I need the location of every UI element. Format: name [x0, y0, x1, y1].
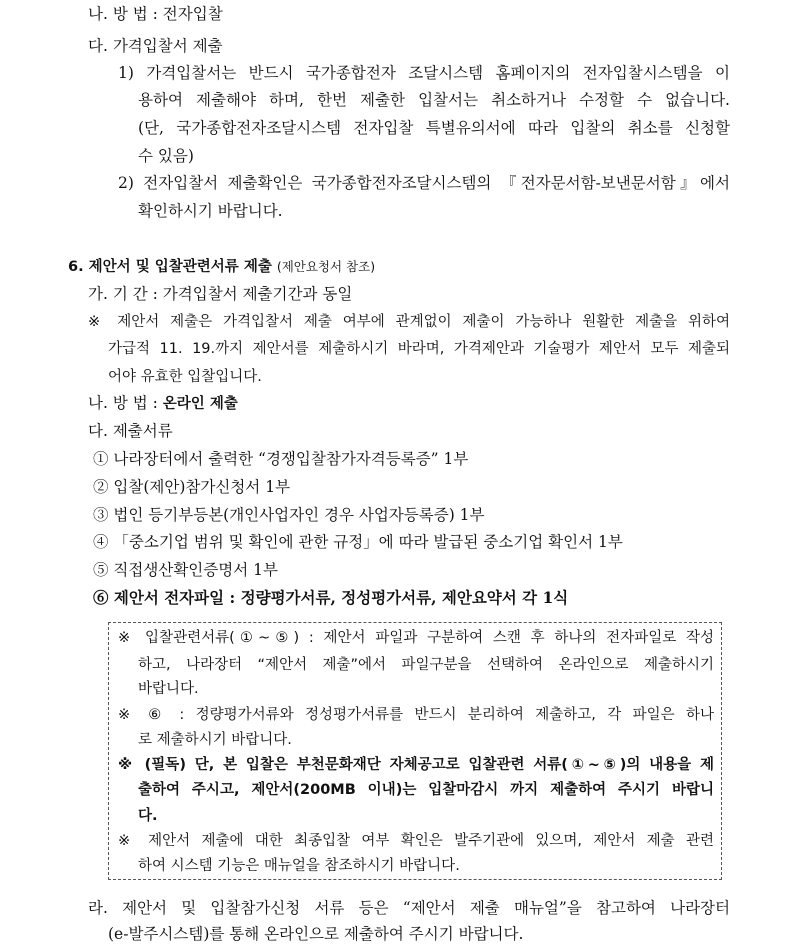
method-line: 나. 방 법 : 전자입찰 [88, 5, 223, 23]
document-item-6: ⑥ 제안서 전자파일 : 정량평가서류, 정성평가서류, 제안요약서 각 1식 [93, 588, 569, 607]
box-note-2-line-1: ※ ⑥ : 정량평가서류와 정성평가서류를 반드시 분리하여 제출하고, 각 파일은 하나 [118, 707, 714, 723]
section-6-heading [68, 256, 375, 277]
price-bid-heading: 다. 가격입찰서 제출 [88, 37, 223, 55]
paragraph-2-line-1: 2) 전자입찰서 제출확인은 국가종합전자조달시스템의 『전자문서함-보낸문서함』에서 [118, 174, 730, 192]
box-note-1-line-1: ※ 입찰관련서류(①~⑤) : 제안서 파일과 구분하여 스캔 후 하나의 전자파일로 작성 [118, 630, 714, 646]
online-method-line [88, 393, 238, 414]
paragraph-1-line-4: 수 있음) [138, 147, 194, 165]
period-line: 가. 기 간 : 가격입찰서 제출기간과 동일 [88, 285, 353, 303]
online-method-value: 온라인 제출 [162, 396, 238, 412]
paragraph-1-line-2: 용하여 제출해야 하며, 한번 제출한 입찰서는 취소하거나 수정할 수 없습니다. [138, 91, 730, 109]
box-note-1-line-3: 바랍니다. [138, 681, 199, 697]
paragraph-2-line-2: 확인하시기 바랍니다. [138, 202, 283, 220]
document-item-3: ③ 법인 등기부등본(개인사업자인 경우 사업자등록증) 1부 [93, 506, 485, 524]
note-1-line-2: 가급적 11. 19.까지 제안서를 제출하시기 바라며, 가격제안과 기술평가 제안서 모두 제출되 [108, 341, 730, 357]
box-note-4-line-1: ※ 제안서 제출에 대한 최종입찰 여부 확인은 발주기관에 있으며, 제안서 제출 관련 [118, 833, 714, 849]
box-note-3-line-1: ※ (필독) 단, 본 입찰은 부천문화재단 자체공고로 입찰관련 서류(①~⑤)의 내용을 제 [118, 757, 714, 773]
section-6-reference: (제안요청서 참조) [276, 259, 376, 274]
online-method-label: 나. 방 법 : [88, 394, 163, 412]
documents-heading: 다. 제출서류 [88, 422, 173, 440]
box-note-2-line-2: 로 제출하시기 바랍니다. [138, 732, 292, 748]
closing-line-2: (e-발주시스템)를 통해 온라인으로 제출하여 주시기 바랍니다. [108, 925, 524, 943]
box-note-3-line-3: 다. [138, 808, 158, 824]
box-note-1-line-2: 하고, 나라장터 “제안서 제출”에서 파일구분을 선택하여 온라인으로 제출하시기 [138, 657, 714, 673]
document-item-5: ⑤ 직접생산확인증명서 1부 [93, 561, 278, 579]
document-item-2: ② 입찰(제안)참가신청서 1부 [93, 478, 291, 496]
document-item-4: ④ 「중소기업 범위 및 확인에 관한 규정」에 따라 발급된 중소기업 확인서 1부 [93, 533, 623, 551]
section-6-title: 6. 제안서 및 입찰관련서류 제출 [68, 259, 272, 275]
paragraph-1-line-3: (단, 국가종합전자조달시스템 전자입찰 특별유의서에 따라 입찰의 취소를 신청할 [138, 119, 730, 137]
note-1-line-3: 어야 유효한 입찰입니다. [108, 369, 262, 385]
box-note-3-line-2: 출하여 주시고, 제안서(200MB 이내)는 입찰마감시 까지 제출하여 주시기 바랍니 [138, 782, 714, 798]
note-1-line-1: ※ 제안서 제출은 가격입찰서 제출 여부에 관계없이 제출이 가능하나 원활한 제출을 위하여 [88, 314, 730, 330]
paragraph-1-line-1: 1) 가격입찰서는 반드시 국가종합전자 조달시스템 홈페이지의 전자입찰시스템을 이 [118, 64, 730, 82]
closing-line-1: 라. 제안서 및 입찰참가신청 서류 등은 “제안서 제출 매뉴얼”을 참고하여 나라장터 [88, 899, 730, 917]
document-item-1: ① 나라장터에서 출력한 “경쟁입찰참가자격등록증” 1부 [93, 450, 469, 468]
box-note-4-line-2: 하여 시스템 기능은 매뉴얼을 참조하시기 바랍니다. [138, 858, 460, 874]
